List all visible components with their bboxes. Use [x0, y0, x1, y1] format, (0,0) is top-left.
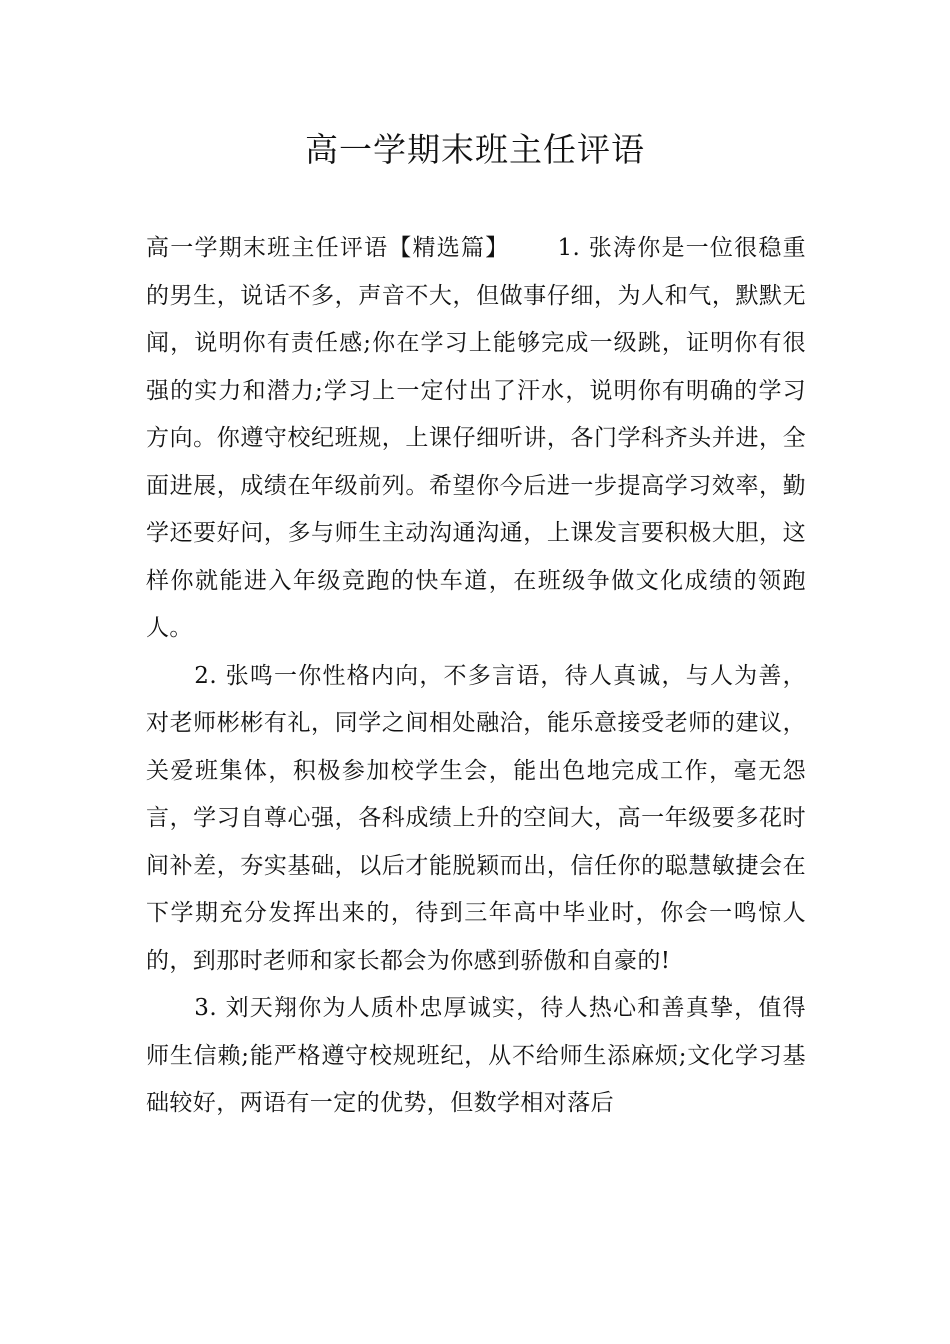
comment-paragraph-3: 3. 刘天翔你为人质朴忠厚诚实，待人热心和善真挚，值得师生信赖;能严格遵守校规班纪，从不给师生添麻烦;文化学习基础较好，两语有一定的优势，但数学相对落后 [146, 995, 806, 1116]
comment-paragraph-2: 2. 张鸣一你性格内向，不多言语，待人真诚，与人为善，对老师彬彬有礼，同学之间相处融洽，能乐意接受老师的建议，关爱班集体，积极参加校学生会，能出色地完成工作，毫无怨言，学习自尊心强，各科成绩上升的空间大，高一年级要多花时间补差，夯实基础，以后才能脱颖而出，信任你的聪慧敏捷会在下学期充分发挥出来的，待到三年高中毕业时，你会一鸣惊人的，到那时老师和家长都会为你感到骄傲和自豪的! [146, 662, 806, 974]
document-title: 高一学期末班主任评语 [305, 130, 645, 169]
intro-heading: 高一学期末班主任评语【精选篇】 [146, 235, 510, 261]
comment-paragraph-1: 1. 张涛你是一位很稳重的男生，说话不多，声音不大，但做事仔细，为人和气，默默无闻，说明你有责任感;你在学习上能够完成一级跳，证明你有很强的实力和潜力;学习上一定付出了汗水，说明你有明确的学习方向。你遵守校纪班规，上课仔细听讲，各门学科齐头并进，全面进展，成绩在年级前列。希望你今后进一步提高学习效率，勤学还要好问，多与师生主动沟通沟通，上课发言要积极大胆，这样你就能进入年级竞跑的快车道，在班级争做文化成绩的领跑人。 [146, 235, 807, 641]
intro-paragraph [146, 225, 806, 653]
document-body [146, 225, 806, 1128]
